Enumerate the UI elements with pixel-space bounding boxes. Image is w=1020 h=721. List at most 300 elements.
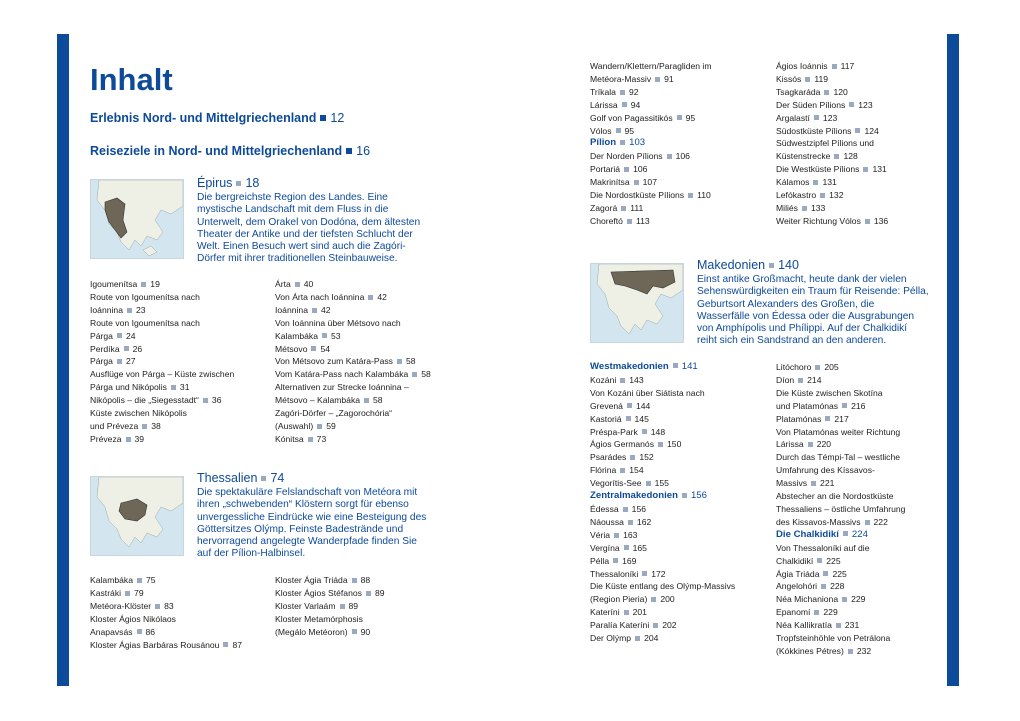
- bullet-square-icon: [236, 181, 241, 186]
- toc-entry-page: 152: [639, 452, 654, 463]
- toc-entry[interactable]: [90, 394, 270, 407]
- toc-entry-label: Ágios Ioánnis: [776, 61, 828, 71]
- toc-entry-page: 155: [654, 478, 669, 489]
- bullet-square-icon: [346, 148, 352, 154]
- bullet-square-icon: [667, 154, 672, 159]
- toc-entry-label: Metéora-Klöster: [90, 600, 152, 611]
- toc-entry[interactable]: [590, 413, 770, 426]
- toc-entry[interactable]: [275, 433, 455, 446]
- bullet-square-icon: [814, 610, 819, 615]
- toc-entry-page: 88: [360, 575, 371, 585]
- toc-entry[interactable]: [776, 490, 936, 529]
- toc-entry[interactable]: [90, 433, 270, 446]
- toc-entry[interactable]: [776, 137, 936, 163]
- toc-entry-label: Choreftó: [590, 215, 623, 226]
- toc-entry-label: Angelohóri: [776, 581, 818, 592]
- makedonien-map-image: [590, 263, 684, 343]
- toc-entry-page: 58: [421, 369, 431, 380]
- toc-subheading[interactable]: [590, 137, 770, 150]
- toc-entry[interactable]: [776, 593, 936, 606]
- toc-entry[interactable]: [590, 529, 770, 542]
- bullet-square-icon: [613, 558, 618, 563]
- toc-entry[interactable]: [590, 387, 770, 413]
- bullet-square-icon: [397, 359, 402, 364]
- bullet-square-icon: [646, 481, 651, 486]
- reiseziele-link[interactable]: [90, 144, 370, 158]
- toc-entry-label: Ioánnina: [275, 304, 308, 315]
- toc-entry-page: 221: [820, 478, 835, 489]
- toc-entry[interactable]: [776, 60, 936, 73]
- bullet-square-icon: [171, 385, 176, 390]
- intro-link[interactable]: [90, 111, 344, 125]
- toc-entry[interactable]: [275, 343, 455, 356]
- toc-entry-label: Kastráki: [90, 587, 122, 598]
- toc-entry[interactable]: [590, 163, 770, 176]
- toc-entry-label: Tríkala: [590, 86, 616, 97]
- toc-entry-label: Thessaloníki: [590, 568, 639, 579]
- toc-subheading[interactable]: [590, 490, 770, 503]
- toc-entry-label: Ausflüge von Párga – Küste zwischen Párga und Nikópolis: [90, 369, 235, 393]
- toc-entry-page: 133: [810, 202, 826, 213]
- thessalien-list-right: [275, 574, 455, 639]
- toc-entry-label: Kateríni: [590, 607, 620, 618]
- bullet-square-icon: [682, 493, 687, 498]
- toc-entry-label: Kastoriá: [590, 413, 622, 424]
- toc-entry[interactable]: [776, 606, 936, 619]
- toc-entry[interactable]: [590, 125, 770, 138]
- toc-entry-page: 106: [633, 164, 648, 175]
- toc-entry[interactable]: [776, 426, 936, 452]
- toc-entry[interactable]: [776, 73, 936, 86]
- toc-entry-page: 144: [635, 400, 651, 411]
- toc-entry[interactable]: [590, 99, 770, 112]
- thessalien-map-image: [90, 476, 184, 556]
- toc-entry-label: Igoumenítsa: [90, 279, 138, 289]
- toc-entry-label: Lefókastro: [776, 190, 817, 201]
- bullet-square-icon: [653, 623, 658, 628]
- toc-entry-label: Platamónas: [776, 413, 822, 424]
- toc-entry-page: 150: [667, 439, 682, 450]
- toc-entry-page: 136: [873, 215, 889, 226]
- toc-entry-page: 83: [164, 600, 174, 611]
- toc-entry[interactable]: [776, 86, 936, 99]
- toc-entry-label: Von Ioánnina über Métsovo nach Kalambáka: [275, 317, 401, 341]
- bullet-square-icon: [627, 403, 632, 408]
- bullet-square-icon: [832, 64, 837, 69]
- toc-entry-page: 229: [851, 594, 866, 605]
- bullet-square-icon: [311, 346, 316, 351]
- toc-entry-page: 110: [697, 190, 711, 201]
- toc-entry[interactable]: [776, 413, 936, 426]
- bullet-square-icon: [620, 90, 625, 95]
- bullet-square-icon: [364, 398, 369, 403]
- toc-entry[interactable]: [776, 99, 936, 112]
- toc-entry[interactable]: [590, 542, 770, 555]
- bullet-square-icon: [621, 206, 626, 211]
- toc-entry-page: 232: [856, 645, 872, 656]
- toc-entry-page: 202: [662, 620, 677, 631]
- toc-entry[interactable]: [776, 542, 936, 568]
- thessalien-list-left: [90, 574, 270, 651]
- bullet-square-icon: [825, 416, 830, 421]
- toc-entry-label: Vegorítis-See: [590, 478, 642, 489]
- toc-entry-page: 148: [650, 426, 666, 437]
- toc-entry-label: Der Süden Pílions: [776, 99, 846, 110]
- toc-entry-page: 120: [833, 86, 848, 97]
- toc-entry[interactable]: [776, 202, 936, 215]
- toc-entry[interactable]: [776, 387, 936, 413]
- toc-entry-page: 131: [872, 164, 887, 175]
- toc-entry-page: 113: [635, 215, 650, 226]
- toc-entry-page: 228: [830, 581, 845, 592]
- toc-entry[interactable]: [590, 516, 770, 529]
- toc-entry[interactable]: [590, 632, 770, 645]
- toc-entry[interactable]: [90, 278, 270, 291]
- toc-entry[interactable]: [776, 451, 936, 490]
- toc-entry[interactable]: [90, 291, 270, 317]
- toc-entry-page: 53: [331, 330, 341, 341]
- toc-entry-page: 119: [814, 73, 829, 84]
- toc-entry-label: Néa Michaniona: [776, 594, 839, 605]
- bullet-square-icon: [616, 128, 621, 133]
- toc-entry-page: 204: [644, 633, 659, 644]
- bullet-square-icon: [623, 507, 628, 512]
- makedonien-list-right: [776, 361, 936, 658]
- toc-entry-label: Vergína: [590, 542, 620, 553]
- toc-entry-page: 220: [816, 439, 832, 450]
- bullet-square-icon: [620, 378, 625, 383]
- toc-entry-label: Kloster Ágias Barbáras Rousánou: [90, 639, 220, 650]
- epirus-description: Die bergreichste Region des Landes. Eine mystische Landschaft mit dem Fluss in die Unterwelt, dem Orakel von Dodóna, dem ältesten Theater der Antike und der tiefsten Schlucht der Welt. Einen Besuch wert sind auch die Zagóri-Dörfer mit ihrer traditionellen Steinbauweise.: [197, 192, 421, 265]
- toc-entry[interactable]: [776, 619, 936, 632]
- bullet-square-icon: [865, 219, 870, 224]
- toc-entry-page: 222: [873, 516, 888, 527]
- bullet-square-icon: [834, 154, 839, 159]
- toc-entry[interactable]: [776, 580, 936, 593]
- toc-entry-label: Pílion: [590, 137, 617, 149]
- toc-entry-label: Golf von Pagassitikós: [590, 112, 673, 123]
- toc-entry[interactable]: [590, 150, 770, 163]
- toc-entry[interactable]: [590, 503, 770, 516]
- toc-entry[interactable]: [776, 176, 936, 189]
- bullet-square-icon: [688, 193, 693, 198]
- toc-entry-label: Kloster Ágios Nikólaos Anapavsás: [90, 613, 176, 637]
- toc-entry-label: Argalastí: [776, 112, 810, 123]
- epirus-heading[interactable]: [197, 176, 259, 190]
- toc-entry[interactable]: [590, 477, 770, 490]
- bullet-square-icon: [849, 102, 854, 107]
- toc-entry[interactable]: [275, 317, 455, 343]
- bullet-square-icon: [295, 282, 300, 287]
- bullet-square-icon: [820, 193, 825, 198]
- bullet-square-icon: [811, 481, 816, 486]
- bullet-square-icon: [848, 649, 853, 654]
- page-title: Inhalt: [90, 62, 173, 97]
- toc-entry-label: Ágia Triáda: [776, 568, 820, 579]
- toc-entry[interactable]: [590, 619, 770, 632]
- toc-entry-page: 201: [632, 607, 647, 618]
- toc-entry[interactable]: [590, 438, 770, 451]
- toc-entry-label: Kloster Ágia Triáda: [275, 575, 348, 585]
- bullet-square-icon: [814, 115, 819, 120]
- toc-entry[interactable]: [275, 368, 455, 381]
- bullet-square-icon: [366, 591, 371, 596]
- toc-entry[interactable]: [590, 555, 770, 568]
- toc-entry-page: 19: [150, 279, 160, 289]
- toc-entry[interactable]: [590, 568, 770, 581]
- toc-entry-label: Kalambáka: [90, 575, 133, 585]
- bullet-square-icon: [821, 584, 826, 589]
- toc-entry-page: 89: [348, 600, 359, 611]
- bullet-square-icon: [622, 102, 627, 107]
- bullet-square-icon: [624, 167, 629, 172]
- toc-entry-page: 40: [303, 279, 314, 289]
- toc-entry[interactable]: [590, 606, 770, 619]
- toc-entry-page: 95: [685, 112, 696, 123]
- toc-entry[interactable]: [90, 355, 270, 368]
- bullet-square-icon: [836, 623, 841, 628]
- toc-entry-page: 86: [145, 626, 156, 637]
- toc-entry-label: Tropfsteinhöhle von Petrálona (Kókkines Pétres): [776, 633, 891, 656]
- toc-entry-page: 214: [807, 374, 822, 385]
- thessalien-title: Thessalien: [197, 471, 258, 485]
- toc-entry-page: 58: [373, 395, 383, 406]
- bullet-square-icon: [340, 604, 345, 609]
- toc-entry[interactable]: [90, 639, 270, 652]
- bullet-square-icon: [634, 180, 639, 185]
- toc-entry[interactable]: [776, 632, 936, 658]
- toc-entry[interactable]: [90, 343, 270, 356]
- toc-entry[interactable]: [275, 613, 455, 639]
- toc-entry-page: 92: [628, 86, 639, 97]
- toc-entry[interactable]: [590, 60, 770, 86]
- toc-entry-label: Véria: [590, 529, 611, 540]
- thessalien-cont-list-right: [776, 60, 936, 228]
- toc-entry[interactable]: [590, 202, 770, 215]
- toc-entry-page: 94: [630, 99, 641, 110]
- toc-entry-page: 79: [134, 587, 144, 598]
- toc-entry-page: 42: [377, 291, 387, 302]
- toc-entry[interactable]: [275, 600, 455, 613]
- thessalien-description: Die spektakuläre Felslandschaft von Metéora mit ihren „schwebenden“ Klöstern sorgt für ebenso unvergessliche Eindrücke wie eine Besteigung des Göttersitzes Olýmp. Feinste Badestrände und hervorragend angelegte Wanderpfade finden Sie auf der Pílion-Halbinsel.: [197, 487, 427, 560]
- toc-entry-label: Südwestzipfel Pílions und Küstenstrecke: [776, 138, 874, 162]
- toc-entry-page: 224: [851, 528, 868, 540]
- toc-entry-label: Perdíka: [90, 343, 120, 354]
- toc-entry-label: Epanomí: [776, 607, 811, 618]
- toc-entry-label: Pélla: [590, 555, 610, 566]
- toc-entry[interactable]: [590, 580, 770, 606]
- toc-entry-label: Kozáni: [590, 374, 617, 385]
- bullet-square-icon: [142, 424, 147, 429]
- toc-entry[interactable]: [275, 407, 455, 433]
- toc-entry-label: Tsagkaráda: [776, 86, 821, 97]
- toc-entry[interactable]: [90, 574, 270, 587]
- toc-entry[interactable]: [590, 112, 770, 125]
- right-edge-bar: [947, 34, 959, 686]
- toc-entry-label: Die Küste zwischen Skotína und Platamónas: [776, 387, 883, 411]
- makedonien-title: Makedonien: [697, 258, 766, 272]
- toc-entry-label: Die Westküste Pílions: [776, 164, 860, 175]
- makedonien-list-left: [590, 361, 770, 645]
- toc-entry-page: 231: [844, 620, 860, 631]
- toc-entry[interactable]: [90, 613, 270, 639]
- toc-entry-label: Ágios Germanós: [590, 439, 655, 450]
- toc-entry-label: Kloster Ágios Stéfanos: [275, 587, 362, 598]
- toc-entry[interactable]: [275, 355, 455, 368]
- bullet-square-icon: [658, 442, 663, 447]
- toc-entry-label: Die Chalkidikí: [776, 528, 839, 540]
- bullet-square-icon: [628, 520, 633, 525]
- makedonien-description: Einst antike Großmacht, heute dank der vielen Sehenswürdigkeiten ein Traum für Reisende: Pélla, Geburtsort Alexanders des Großen, die Wasserfälle von Édessa oder die Ausgrabungen von Amphípolis und Phílippi. Auf der Chalkidikí reiht sich ein Sandstrand an den anderen.: [697, 274, 929, 347]
- toc-entry-label: Die Küste entlang des Olýmp-Massivs (Region Pieria): [590, 581, 736, 605]
- toc-entry-label: Édessa: [590, 503, 619, 514]
- toc-entry[interactable]: [590, 464, 770, 477]
- bullet-square-icon: [223, 642, 228, 647]
- toc-entry[interactable]: [776, 361, 936, 374]
- bullet-square-icon: [614, 533, 619, 538]
- bullet-square-icon: [137, 629, 142, 634]
- toc-entry[interactable]: [776, 374, 936, 387]
- bullet-square-icon: [317, 424, 322, 429]
- toc-entry-page: 117: [840, 61, 855, 71]
- bullet-square-icon: [855, 128, 860, 133]
- toc-subheading[interactable]: [776, 529, 936, 542]
- toc-entry-page: 91: [664, 73, 674, 84]
- bullet-square-icon: [817, 558, 822, 563]
- toc-entry-page: 229: [823, 607, 838, 618]
- toc-entry-label: Die Nordostküste Pílions: [590, 190, 685, 201]
- bullet-square-icon: [677, 115, 682, 120]
- toc-entry-label: Néa Kallikratía: [776, 620, 832, 631]
- toc-entry[interactable]: [275, 278, 455, 291]
- toc-entry[interactable]: [590, 176, 770, 189]
- toc-entry-page: 89: [374, 587, 385, 598]
- toc-entry-page: 225: [826, 555, 841, 566]
- toc-entry-label: Von Árta nach Ioánnina: [275, 291, 365, 302]
- bullet-square-icon: [626, 416, 631, 421]
- toc-entry-page: 27: [125, 356, 136, 367]
- toc-entry-page: 156: [631, 503, 647, 514]
- toc-entry[interactable]: [776, 163, 936, 176]
- toc-entry-page: 87: [232, 639, 243, 650]
- toc-subheading[interactable]: [590, 361, 770, 374]
- bullet-square-icon: [412, 372, 417, 377]
- bullet-square-icon: [815, 365, 820, 370]
- bullet-square-icon: [141, 282, 146, 287]
- toc-entry[interactable]: [776, 189, 936, 202]
- toc-entry[interactable]: [275, 304, 455, 317]
- toc-entry-page: 39: [134, 433, 145, 444]
- reiseziele-label: Reiseziele in Nord- und Mittelgriechenland: [90, 144, 343, 158]
- toc-entry[interactable]: [590, 374, 770, 387]
- toc-entry-page: 42: [320, 304, 331, 315]
- toc-entry[interactable]: [90, 600, 270, 613]
- toc-entry-label: Alternativen zur Strecke Ioánnina – Métsovo – Kalambáka: [275, 382, 409, 406]
- bullet-square-icon: [635, 636, 640, 641]
- thessalien-page: 74: [270, 471, 285, 485]
- toc-entry[interactable]: [590, 215, 770, 228]
- bullet-square-icon: [322, 333, 327, 338]
- bullet-square-icon: [813, 180, 818, 185]
- toc-entry-label: Von Kozáni über Siátista nach Grevená: [590, 387, 705, 411]
- bullet-square-icon: [673, 363, 678, 368]
- toc-entry[interactable]: [776, 125, 936, 138]
- toc-entry[interactable]: [90, 317, 270, 343]
- toc-entry-label: Der Olýmp: [590, 633, 632, 644]
- toc-entry[interactable]: [590, 86, 770, 99]
- toc-entry-label: Díon: [776, 374, 795, 385]
- toc-entry[interactable]: [590, 189, 770, 202]
- toc-entry-label: Flórina: [590, 465, 617, 476]
- toc-entry-page: 123: [858, 99, 873, 110]
- bullet-square-icon: [203, 398, 208, 403]
- toc-entry-page: 23: [135, 304, 146, 315]
- toc-entry[interactable]: [90, 368, 270, 394]
- toc-entry[interactable]: [776, 112, 936, 125]
- bullet-square-icon: [624, 545, 629, 550]
- toc-entry-page: 205: [824, 362, 839, 372]
- toc-entry[interactable]: [776, 215, 936, 228]
- thessalien-heading[interactable]: [197, 471, 284, 485]
- toc-entry-label: Paralía Kateríni: [590, 620, 650, 631]
- bullet-square-icon: [802, 206, 807, 211]
- toc-entry-page: 172: [651, 568, 666, 579]
- reiseziele-page: 16: [356, 144, 371, 158]
- bullet-square-icon: [843, 531, 848, 536]
- toc-entry[interactable]: [275, 381, 455, 407]
- toc-entry[interactable]: [590, 426, 770, 439]
- bullet-square-icon: [624, 610, 629, 615]
- toc-entry-label: Árta: [275, 279, 291, 289]
- toc-entry-label: Párga: [90, 356, 113, 367]
- toc-entry-label: Kálamos: [776, 177, 810, 188]
- toc-entry-label: Vom Katára-Pass nach Kalambáka: [275, 369, 409, 380]
- toc-entry[interactable]: [275, 574, 455, 587]
- bullet-square-icon: [824, 90, 829, 95]
- toc-entry-label: Préspa-Park: [590, 426, 638, 437]
- toc-entry-page: 54: [320, 343, 331, 354]
- toc-entry-page: 216: [851, 400, 866, 411]
- toc-entry[interactable]: [590, 451, 770, 464]
- bullet-square-icon: [320, 115, 326, 121]
- toc-entry-page: 75: [146, 575, 156, 585]
- toc-entry-page: 200: [660, 594, 675, 605]
- toc-entry-label: Südostküste Pílions: [776, 125, 852, 136]
- bullet-square-icon: [651, 597, 656, 602]
- toc-entry-page: 90: [360, 626, 371, 637]
- toc-entry[interactable]: [90, 587, 270, 600]
- toc-entry[interactable]: [275, 587, 455, 600]
- bullet-square-icon: [842, 403, 847, 408]
- toc-entry-label: Vólos: [590, 125, 612, 136]
- epirus-list-left: [90, 278, 270, 446]
- makedonien-heading[interactable]: [697, 258, 799, 272]
- toc-entry[interactable]: [90, 407, 270, 433]
- toc-entry[interactable]: [275, 291, 455, 304]
- bullet-square-icon: [769, 263, 774, 268]
- toc-entry-page: 103: [629, 137, 646, 149]
- toc-entry-page: 165: [632, 542, 647, 553]
- toc-entry-label: Küste zwischen Nikópolis und Préveza: [90, 408, 187, 431]
- toc-entry-label: Portariá: [590, 164, 621, 175]
- toc-entry-page: 128: [843, 151, 858, 162]
- toc-entry-label: Von Thessaloníki auf die Chalkidikí: [776, 542, 870, 566]
- toc-entry-page: 141: [681, 361, 698, 372]
- bullet-square-icon: [842, 597, 847, 602]
- toc-entry[interactable]: [776, 568, 936, 581]
- toc-entry-label: Zentralmakedonien: [590, 490, 678, 502]
- toc-entry-label: Route von Igoumenítsa nach Párga: [90, 317, 200, 341]
